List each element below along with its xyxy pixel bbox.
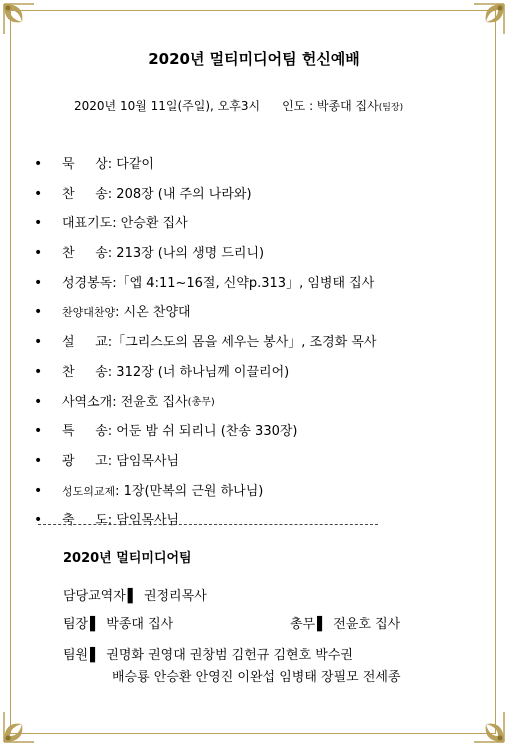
item-value: : 312장 (너 하나님께 이끌리어) [107,364,290,380]
bullet-icon: • [34,274,43,291]
item-label: 특 송 [62,424,108,440]
team-members-line1: 권명화 권영대 권창범 김헌규 김현호 박수권 [106,648,353,663]
item-label: 성도의교제 [62,484,116,498]
team-members-label: 팀원 [63,648,89,663]
list-item [34,358,376,388]
item-value: : 208장 (내 주의 나라와) [107,186,252,202]
item-label: 축 도 [62,513,108,529]
item-value: : 안승환 집사 [112,216,188,232]
team-secretary-row [290,613,400,632]
team-pastor-label: 담당교역자 [63,589,126,604]
team-members-row-2 [112,666,401,685]
bullet-icon: • [34,482,43,499]
item-value: : 담임목사님 [107,453,180,469]
bullet-icon: • [34,304,43,321]
marker-icon: ▌ [317,617,328,632]
team-pastor-name: 권정리목사 [143,589,207,604]
corner-ornament-icon [0,706,40,746]
page-title: 2020년 멀티미디어팀 헌신예배 [148,50,360,68]
service-leader-role: (팀장) [378,103,404,113]
marker-icon: ▌ [127,589,138,604]
team-secretary-name: 전윤호 집사 [333,617,401,632]
item-label: 찬 송 [62,364,108,380]
bullet-icon: • [34,334,43,351]
service-info [74,97,403,114]
item-value: :「엡 4:11~16절, 신약p.313」, 임병태 집사 [112,275,375,291]
corner-ornament-icon [0,0,40,40]
item-label: 묵 상 [62,157,108,172]
service-leader: 인도 : 박종대 집사 [282,99,379,113]
marker-icon: ▌ [90,617,101,632]
bullet-icon: • [34,185,43,202]
team-members-line2: 배승룡 안승환 안영진 이완섭 임병태 장필모 전세종 [112,670,401,685]
team-title: 2020년 멀티미디어팀 [63,551,192,566]
list-item [34,298,376,328]
list-item [34,239,376,269]
corner-ornament-icon [468,0,508,40]
list-item [34,269,376,299]
team-leader-name: 박종대 집사 [106,617,174,632]
bullet-icon: • [34,452,43,469]
item-label: 설 교 [62,335,108,351]
item-label: 찬양대찬양 [62,306,116,320]
bullet-icon: • [34,215,43,232]
list-item [34,477,376,507]
item-value: : 전윤호 집사 [112,394,188,410]
item-value: : 시온 찬양대 [115,305,191,321]
item-label: 대표기도 [62,216,113,232]
list-item [34,506,376,536]
item-note: (총무) [187,396,215,408]
team-members-row [63,644,353,663]
corner-ornament-icon [468,706,508,746]
list-item [34,417,376,447]
item-label: 찬 송 [62,186,108,202]
item-value: : 1장(만복의 근원 하나님) [115,483,264,499]
team-pastor-row [63,585,207,604]
service-date: 2020년 10월 11일(주일), 오후3시 [74,99,261,113]
team-leader-row [63,613,173,632]
bullet-icon: • [34,512,43,529]
item-value: : 어둔 밤 쉬 되리니 (찬송 330장) [107,424,298,440]
item-value: : 담임목사님 [107,513,180,529]
list-item [34,447,376,477]
team-leader-label: 팀장 [63,617,89,632]
bullet-icon: • [34,423,43,440]
team-secretary-label: 총무 [290,617,316,632]
item-label: 사역소개 [62,394,113,410]
bullet-icon: • [34,393,43,410]
item-label: 찬 송 [62,246,108,262]
list-item [34,150,376,180]
bullet-icon: • [34,156,43,172]
item-value: : 다같이 [107,157,154,172]
item-label: 성경봉독 [62,275,113,291]
list-item [34,209,376,239]
bullet-icon: • [34,363,43,380]
bullet-icon: • [34,245,43,262]
order-of-service [34,150,376,536]
marker-icon: ▌ [90,648,101,663]
dotted-divider [38,524,378,525]
item-label: 광 고 [62,453,108,469]
item-value: : 213장 (나의 생명 드리니) [107,246,265,262]
list-item [34,388,376,418]
list-item [34,328,376,358]
item-value: :「그리스도의 몸을 세우는 봉사」, 조경화 목사 [107,335,377,351]
list-item [34,180,376,210]
